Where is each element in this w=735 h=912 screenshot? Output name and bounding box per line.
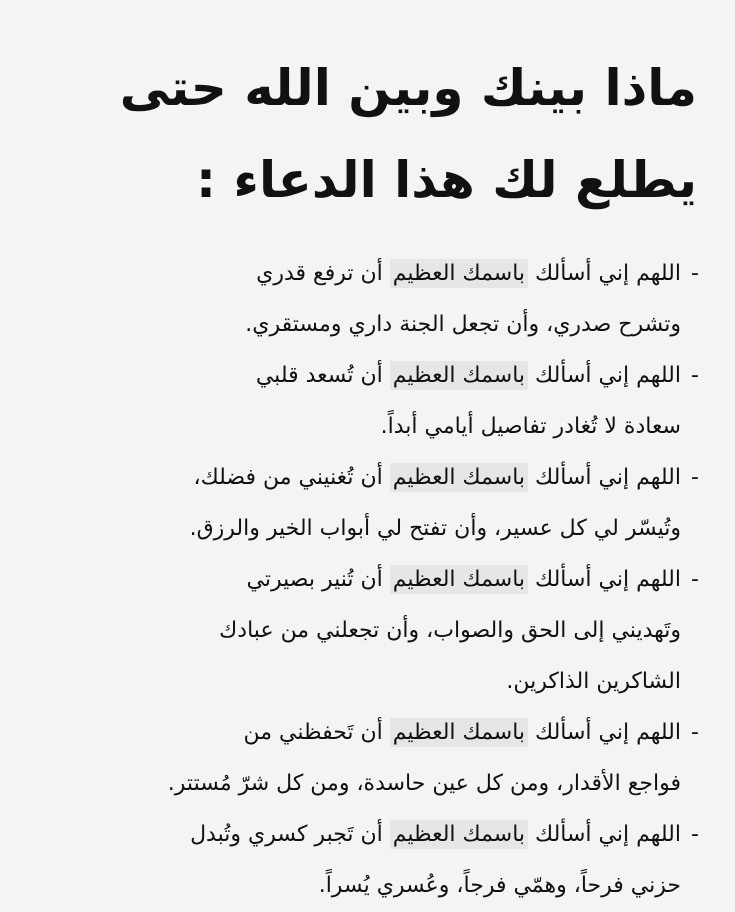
dua-line-1 [31,554,681,605]
dua-item [31,452,699,554]
title-line-1: ماذا بينك وبين الله حتى [119,59,697,117]
dua-line-2: فواجع الأقدار، ومن كل عين حاسدة، ومن كل شرّ مُستتر. [167,771,681,796]
highlighted-text: باسمك العظيم [390,565,528,594]
dua-line-3: الشاكرين الذاكرين. [506,669,681,694]
dua-text: أن ترفع قدري [256,261,390,286]
dua-line-1 [31,707,681,758]
highlighted-text: باسمك العظيم [390,718,528,747]
bullet-dash: - [691,363,699,388]
dua-list [31,248,699,911]
bullet-dash: - [691,567,699,592]
dua-text: أن تَحفظني من [243,720,390,745]
dua-item [31,248,699,350]
dua-line-1 [31,809,681,860]
dua-text: اللهم إني أسألك [528,465,681,490]
dua-line-1 [31,248,681,299]
dua-line-2: سعادة لا تُغادر تفاصيل أيامي أبداً. [380,414,681,439]
dua-item [31,554,699,707]
dua-text: اللهم إني أسألك [528,822,681,847]
highlighted-text: باسمك العظيم [390,820,528,849]
title-line-2: يطلع لك هذا الدعاء : [196,151,697,209]
dua-text: أن تُغنيني من فضلك، [193,465,390,490]
dua-line-1 [31,350,681,401]
dua-text: اللهم إني أسألك [528,567,681,592]
dua-line-1 [31,452,681,503]
dua-text: أن تُنير بصيرتي [246,567,390,592]
dua-text: اللهم إني أسألك [528,363,681,388]
dua-item [31,350,699,452]
bullet-dash: - [691,720,699,745]
dua-text: اللهم إني أسألك [528,720,681,745]
bullet-dash: - [691,465,699,490]
dua-item [31,707,699,809]
highlighted-text: باسمك العظيم [390,259,528,288]
dua-text: اللهم إني أسألك [528,261,681,286]
dua-line-2: وتَهديني إلى الحق والصواب، وأن تجعلني من عبادك [219,618,681,643]
dua-item [31,809,699,911]
dua-line-2: وتشرح صدري، وأن تجعل الجنة داري ومستقري. [245,312,681,337]
bullet-dash: - [691,261,699,286]
dua-text: أن تُسعد قلبي [255,363,390,388]
highlighted-text: باسمك العظيم [390,463,528,492]
dua-line-2: حزني فرحاً، وهمّي فرجاً، وعُسري يُسراً. [318,873,681,898]
dua-line-2: وتُيسّر لي كل عسير، وأن تفتح لي أبواب الخير والرزق. [189,516,681,541]
highlighted-text: باسمك العظيم [390,361,528,390]
dua-text: أن تَجبر كسري وتُبدل [190,822,390,847]
bullet-dash: - [691,822,699,847]
